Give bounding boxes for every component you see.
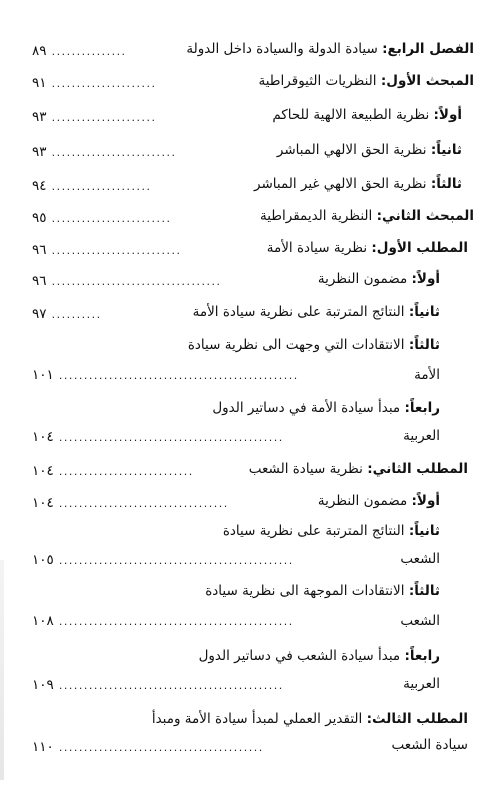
entry-continuation: العربية <box>403 676 440 692</box>
page-number: ٨٩ <box>32 43 47 59</box>
dot-leader: ............................................... <box>58 554 294 567</box>
toc-entry[interactable] <box>186 40 474 58</box>
page-number: ١٠٨ <box>32 613 54 629</box>
entry-continuation: الشعب <box>400 551 440 567</box>
page-number: ١١٠ <box>32 739 54 755</box>
dot-leader: ..................... <box>51 111 157 124</box>
page-number: ٩٣ <box>32 144 47 160</box>
toc-entry[interactable] <box>272 106 462 124</box>
toc-entry[interactable] <box>193 303 440 321</box>
toc-leader <box>32 141 177 160</box>
entry-heading: أولاً: <box>433 107 462 123</box>
dot-leader: ........................ <box>51 212 172 225</box>
page-number: ٩٤ <box>32 178 47 194</box>
toc-leader <box>32 460 194 479</box>
toc-entry[interactable] <box>212 399 440 417</box>
entry-title: مضمون النظرية <box>317 493 408 509</box>
toc-leader <box>32 674 284 693</box>
dot-leader: ......................................... <box>58 741 264 754</box>
toc-leader <box>32 549 294 568</box>
page-number: ٩٦ <box>32 242 47 258</box>
toc-leader <box>32 303 102 322</box>
toc-entry[interactable] <box>318 492 440 510</box>
entry-title: نظرية سيادة الأمة <box>266 240 368 256</box>
entry-title: الانتقادات التي وجهت الى نظرية سيادة <box>187 337 405 353</box>
entry-heading: المطلب الثاني: <box>367 461 468 477</box>
toc-leader <box>32 426 284 445</box>
toc-leader <box>32 72 157 91</box>
entry-heading: أولاً: <box>411 493 440 509</box>
toc-entry[interactable] <box>277 141 462 159</box>
entry-heading: أولاً: <box>411 271 440 287</box>
entry-title: نظرية سيادة الشعب <box>248 461 363 477</box>
entry-heading: ثانياً: <box>408 304 440 320</box>
page-number: ١٠٤ <box>32 429 54 445</box>
entry-title: النتائج المترتبة على نظرية سيادة <box>222 523 405 539</box>
entry-heading: ثانياً: <box>430 142 462 158</box>
dot-leader: .......................... <box>51 244 182 257</box>
page-number: ١٠٩ <box>32 677 54 693</box>
entry-heading: ثالثاً: <box>430 176 462 192</box>
entry-title: نظرية الطبيعة الالهية للحاكم <box>272 107 430 123</box>
entry-heading: رابعاً: <box>404 648 440 664</box>
entry-continuation: العربية <box>403 428 440 444</box>
entry-continuation: سيادة الشعب <box>391 737 468 753</box>
entry-heading: الفصل الرابع: <box>382 41 474 57</box>
page-number: ١٠١ <box>32 367 54 383</box>
dot-leader: ......................... <box>51 146 177 159</box>
toc-entry[interactable] <box>205 582 440 600</box>
page-number: ١٠٤ <box>32 495 54 511</box>
dot-leader: .................................. <box>51 275 222 288</box>
page-number: ٩٥ <box>32 210 47 226</box>
dot-leader: ................................................ <box>58 369 299 382</box>
dot-leader: ............................................. <box>58 431 284 444</box>
dot-leader: .......... <box>51 308 102 321</box>
dot-leader: .................................. <box>58 497 229 510</box>
toc-entry[interactable] <box>152 710 468 728</box>
toc-entry[interactable] <box>259 72 475 90</box>
entry-heading: المطلب الأول: <box>371 240 468 256</box>
entry-title: نظرية الحق الالهي المباشر <box>276 142 427 158</box>
entry-title: نظرية الحق الالهي غير المباشر <box>254 176 427 192</box>
page-number: ١٠٤ <box>32 463 54 479</box>
toc-leader <box>32 175 152 194</box>
toc-leader <box>32 207 172 226</box>
entry-continuation: الشعب <box>400 613 440 629</box>
toc-leader <box>32 40 127 59</box>
toc-leader <box>32 106 157 125</box>
entry-heading: ثانياً: <box>408 523 440 539</box>
entry-heading: ثالثاً: <box>408 583 440 599</box>
toc-entry[interactable] <box>254 175 462 193</box>
entry-heading: المبحث الثاني: <box>376 208 474 224</box>
entry-title: مضمون النظرية <box>317 271 408 287</box>
entry-title: النتائج المترتبة على نظرية سيادة الأمة <box>192 304 405 320</box>
page-number: ٩٧ <box>32 306 47 322</box>
entry-title: سيادة الدولة والسيادة داخل الدولة <box>186 41 378 57</box>
toc-leader <box>32 610 294 629</box>
entry-title: مبدأ سيادة الشعب في دساتير الدول <box>198 648 401 664</box>
dot-leader: ..................... <box>51 77 157 90</box>
toc-entry[interactable] <box>249 460 468 478</box>
toc-leader <box>32 492 229 511</box>
toc-entry[interactable] <box>199 647 440 665</box>
entry-heading: المطلب الثالث: <box>366 711 468 727</box>
page-number: ٩٣ <box>32 109 47 125</box>
dot-leader: .................... <box>51 180 152 193</box>
toc-leader <box>32 364 299 383</box>
entry-title: مبدأ سيادة الأمة في دساتير الدول <box>212 400 401 416</box>
entry-heading: رابعاً: <box>404 400 440 416</box>
entry-heading: المبحث الأول: <box>380 73 474 89</box>
toc-entry[interactable] <box>267 239 468 257</box>
entry-title: التقدير العملي لمبدأ سيادة الأمة ومبدأ <box>151 711 363 727</box>
entry-continuation: الأمة <box>414 367 440 383</box>
dot-leader: ............................................... <box>58 615 294 628</box>
toc-entry[interactable] <box>260 207 474 225</box>
toc-leader <box>32 239 182 258</box>
page-number: ٩٦ <box>32 273 47 289</box>
dot-leader: ............... <box>51 45 127 58</box>
page-number: ١٠٥ <box>32 552 54 568</box>
entry-title: النظرية الديمقراطية <box>259 208 373 224</box>
dot-leader: ........................... <box>58 465 194 478</box>
page-number: ٩١ <box>32 75 47 91</box>
entry-title: الانتقادات الموجهة الى نظرية سيادة <box>205 583 405 599</box>
toc-leader <box>32 270 222 289</box>
dot-leader: ............................................. <box>58 679 284 692</box>
entry-title: النظريات الثيوقراطية <box>258 73 377 89</box>
toc-entry[interactable] <box>223 522 440 540</box>
toc-entry[interactable] <box>188 336 440 354</box>
scan-edge <box>0 560 4 780</box>
toc-leader <box>32 736 264 755</box>
entry-heading: ثالثاً: <box>408 337 440 353</box>
toc-entry[interactable] <box>318 270 440 288</box>
